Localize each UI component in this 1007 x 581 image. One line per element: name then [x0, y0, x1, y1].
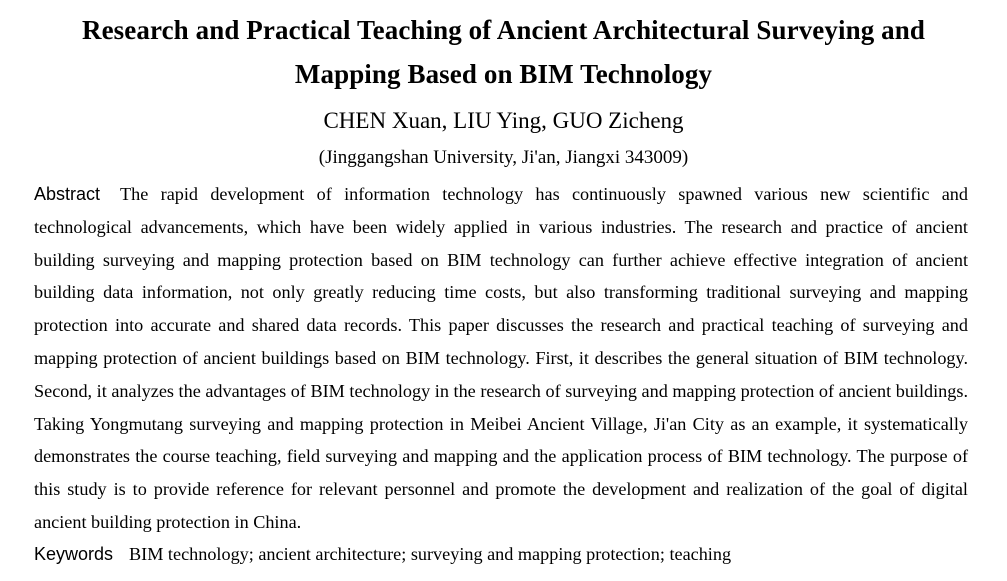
keywords-label: Keywords — [34, 544, 114, 564]
keywords-paragraph — [34, 538, 968, 570]
abstract-text: The rapid development of information technology has continuously spawned various new scientific and technological advancements, which have been widely applied in various industries. The research and practice of ancient building surveying and mapping protection based on BIM technology can further achieve effective integration of ancient building data information, not only greatly reducing time costs, but also transforming traditional surveying and mapping protection into accurate and shared data records. This paper discusses the research and practical teaching of surveying and mapping protection of ancient buildings based on BIM technology. First, it describes the general situation of BIM technology. Second, it analyzes the advantages of BIM technology in the research of surveying and mapping protection of ancient buildings. Taking Yongmutang surveying and mapping protection in Meibei Ancient Village, Ji'an City as an example, it systematically demonstrates the course teaching, field surveying and mapping and the application process of BIM technology. The purpose of this study is to provide reference for relevant personnel and promote the development and realization of the goal of digital ancient building protection in China. — [34, 184, 968, 532]
abstract-label: Abstract — [34, 184, 101, 204]
paper-title-line-2: Mapping Based on BIM Technology — [294, 59, 713, 89]
author-list: CHEN Xuan, LIU Ying, GUO Zicheng — [323, 108, 684, 133]
affiliation: (Jinggangshan University, Ji'an, Jiangxi 343009) — [318, 147, 689, 168]
abstract-paragraph — [34, 178, 968, 539]
keywords-text: BIM technology; ancient architecture; surveying and mapping protection; teaching — [129, 544, 732, 564]
paper-title-line-1: Research and Practical Teaching of Ancient Architectural Surveying and — [82, 15, 925, 45]
